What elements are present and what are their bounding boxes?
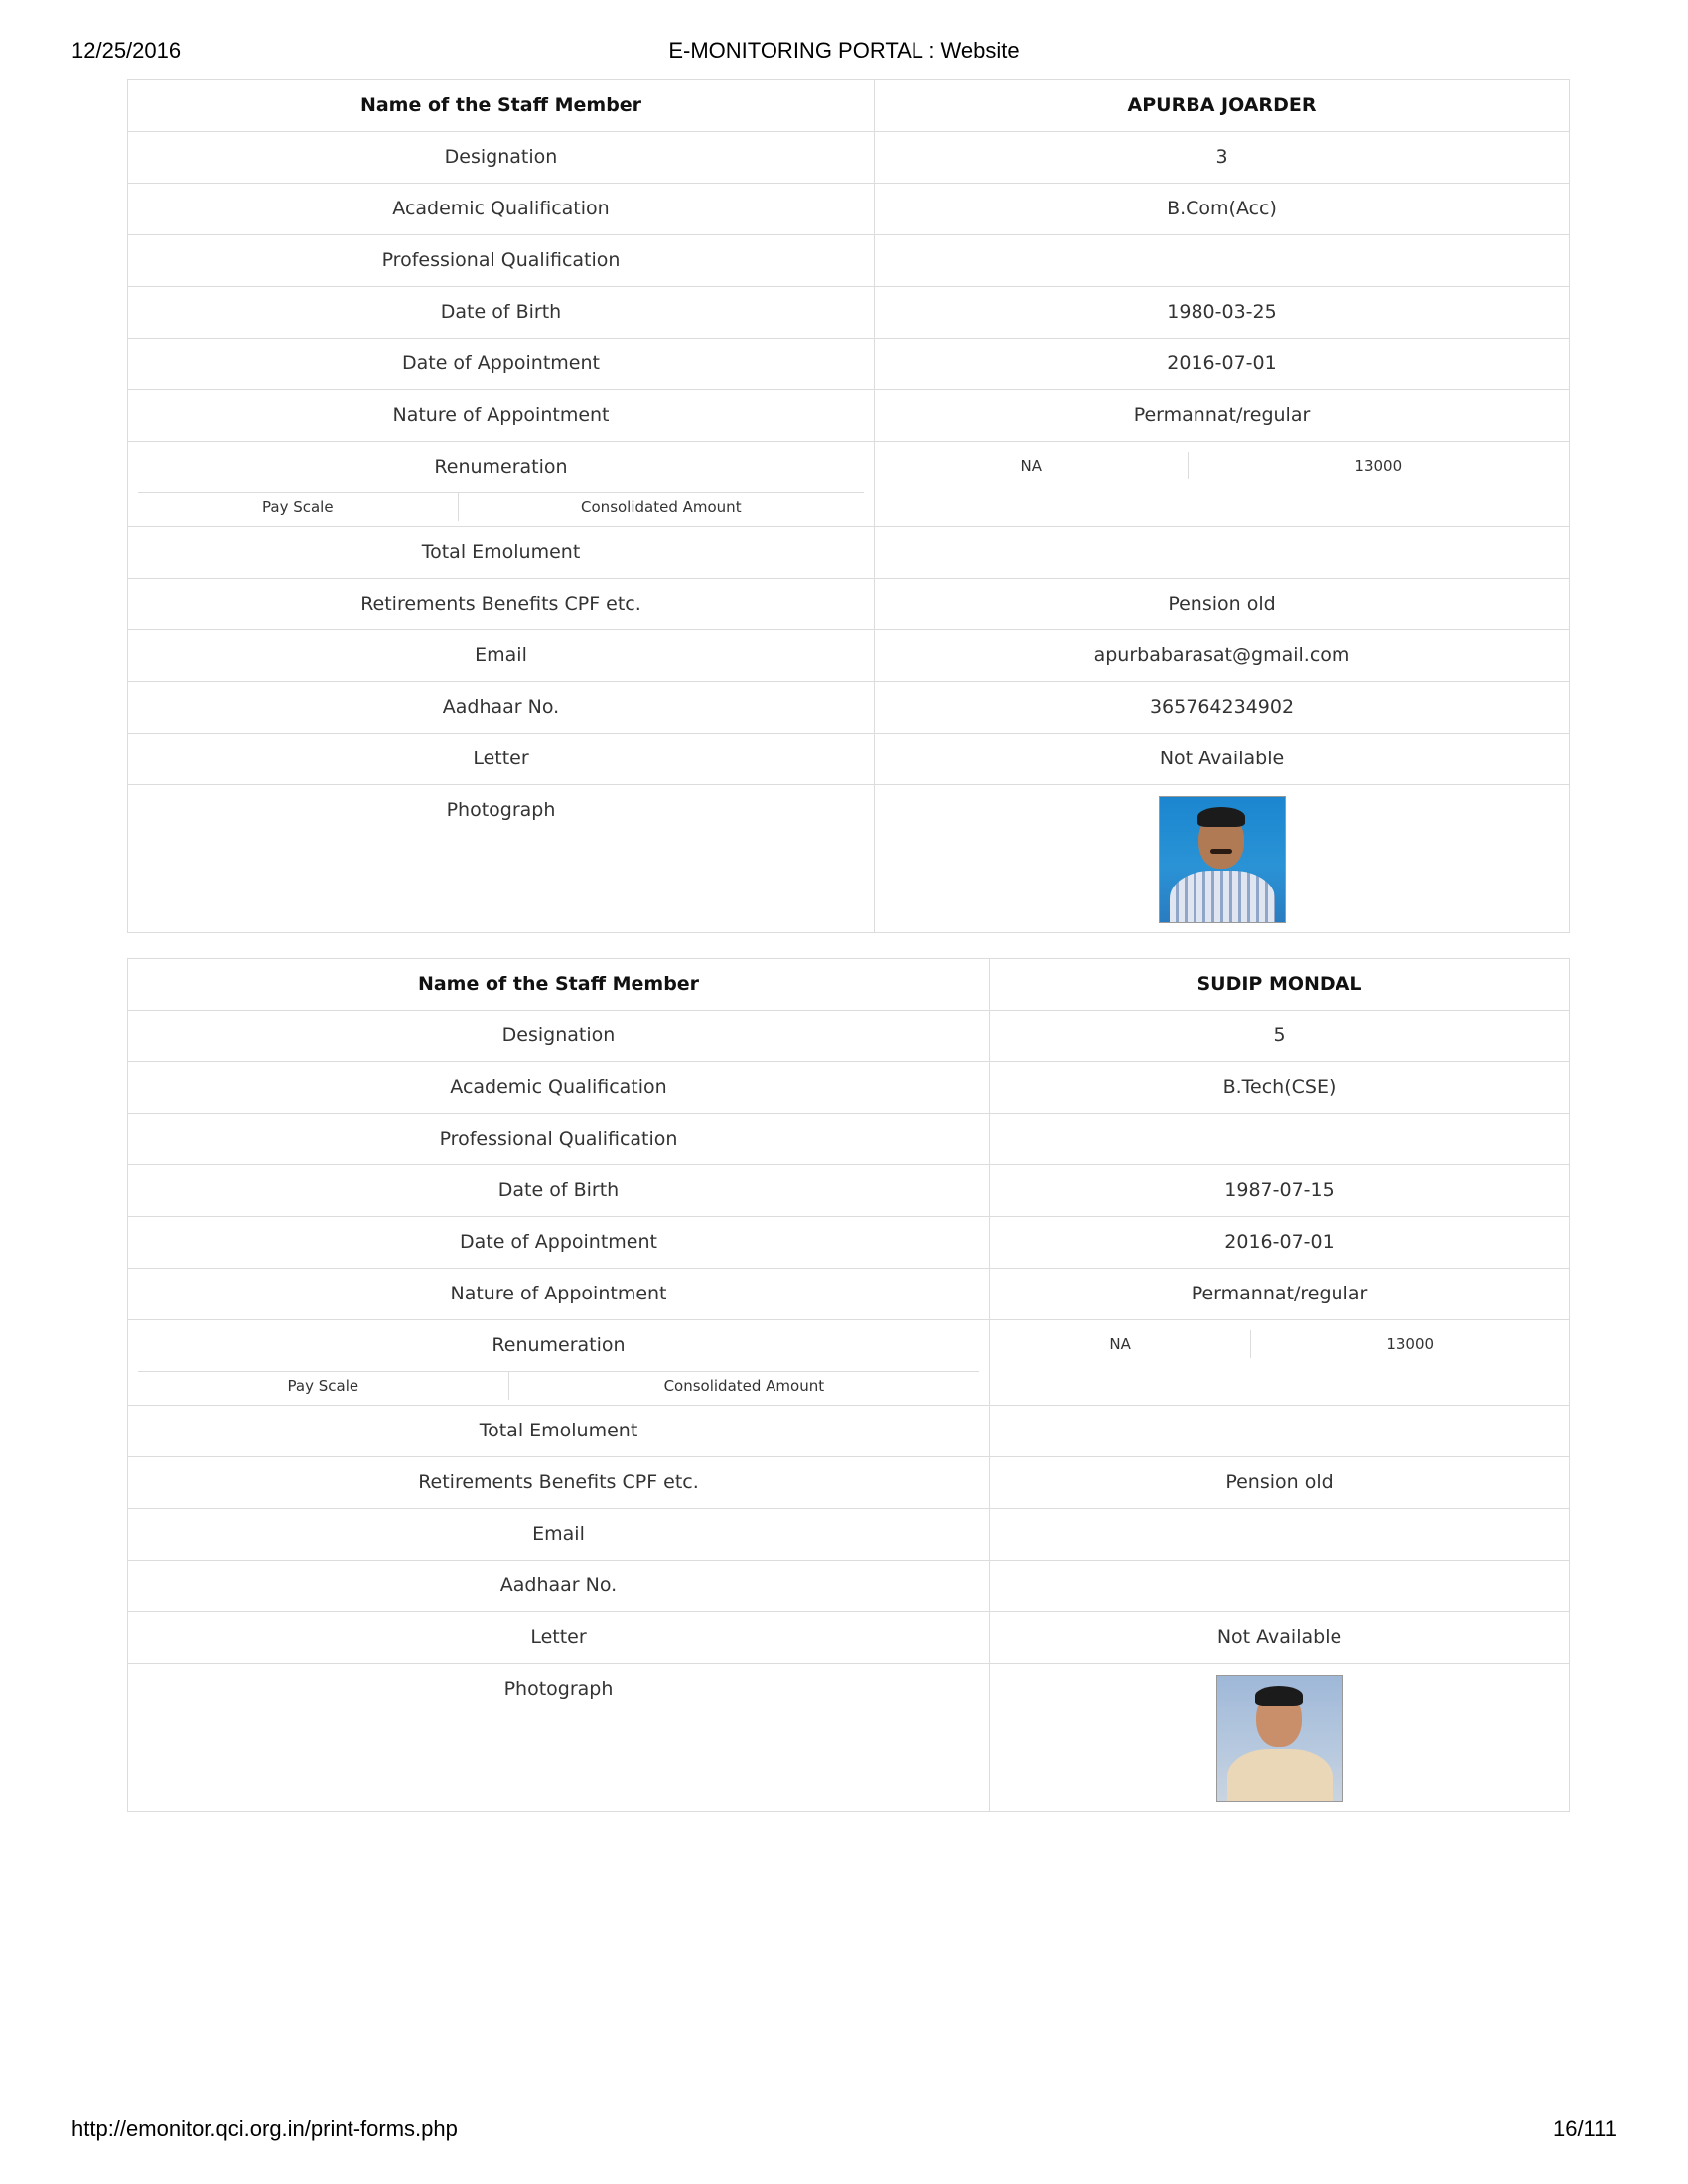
total-emolument-value bbox=[875, 527, 1570, 579]
renumeration-cell bbox=[128, 442, 875, 527]
field-label: Academic Qualification bbox=[128, 1062, 990, 1114]
letter-value: Not Available bbox=[875, 734, 1570, 785]
pay-scale-value: NA bbox=[875, 452, 1189, 479]
table-row bbox=[128, 579, 1570, 630]
field-label: Designation bbox=[128, 132, 875, 184]
table-row bbox=[128, 734, 1570, 785]
field-label: Date of Birth bbox=[128, 287, 875, 339]
field-label: Date of Appointment bbox=[128, 1217, 990, 1269]
field-label: Photograph bbox=[128, 1664, 990, 1812]
print-header bbox=[71, 38, 1617, 71]
table-row bbox=[128, 1457, 1570, 1509]
page-url: http://emonitor.qci.org.in/print-forms.php bbox=[71, 2116, 458, 2141]
field-label: Nature of Appointment bbox=[128, 1269, 990, 1320]
page-number: 16/111 bbox=[1552, 2116, 1617, 2141]
retirement-value: Pension old bbox=[990, 1457, 1570, 1509]
renumeration-values bbox=[875, 442, 1570, 527]
aadhaar-value: 365764234902 bbox=[875, 682, 1570, 734]
field-label: Professional Qualification bbox=[128, 235, 875, 287]
renumeration-subheader bbox=[138, 492, 864, 521]
aadhaar-value bbox=[990, 1561, 1570, 1612]
table-row bbox=[128, 785, 1570, 933]
dob-value: 1987-07-15 bbox=[990, 1165, 1570, 1217]
professional-value bbox=[875, 235, 1570, 287]
consolidated-label: Consolidated Amount bbox=[581, 498, 742, 516]
field-label: Name of the Staff Member bbox=[128, 80, 875, 132]
table-row bbox=[128, 1509, 1570, 1561]
table-row bbox=[128, 1011, 1570, 1062]
academic-value: B.Com(Acc) bbox=[875, 184, 1570, 235]
table-row bbox=[128, 287, 1570, 339]
dob-value: 1980-03-25 bbox=[875, 287, 1570, 339]
photo-cell bbox=[990, 1664, 1570, 1812]
pay-scale-label: Pay Scale bbox=[138, 1372, 509, 1400]
field-label: Letter bbox=[128, 734, 875, 785]
photo-cell bbox=[875, 785, 1570, 933]
pay-scale-label: Pay Scale bbox=[138, 493, 459, 521]
staff-table bbox=[127, 79, 1570, 933]
table-row bbox=[128, 1664, 1570, 1812]
table-row bbox=[128, 527, 1570, 579]
table-row bbox=[128, 1612, 1570, 1664]
consolidated-value: 13000 bbox=[1386, 1335, 1435, 1353]
field-label: Letter bbox=[128, 1612, 990, 1664]
email-value bbox=[990, 1509, 1570, 1561]
table-row bbox=[128, 442, 1570, 527]
table-row bbox=[128, 1561, 1570, 1612]
renumeration-values bbox=[990, 1320, 1570, 1406]
staff-name: APURBA JOARDER bbox=[875, 80, 1570, 132]
table-row bbox=[128, 235, 1570, 287]
field-label: Date of Birth bbox=[128, 1165, 990, 1217]
field-label: Photograph bbox=[128, 785, 875, 933]
field-label: Renumeration bbox=[492, 1334, 626, 1356]
academic-value: B.Tech(CSE) bbox=[990, 1062, 1570, 1114]
professional-value bbox=[990, 1114, 1570, 1165]
designation-value: 5 bbox=[990, 1011, 1570, 1062]
field-label: Email bbox=[128, 1509, 990, 1561]
field-label: Total Emolument bbox=[128, 1406, 990, 1457]
doa-value: 2016-07-01 bbox=[990, 1217, 1570, 1269]
staff-table bbox=[127, 958, 1570, 1812]
table-row bbox=[128, 80, 1570, 132]
table-row bbox=[128, 630, 1570, 682]
page-title: E-MONITORING PORTAL : Website bbox=[668, 38, 1020, 63]
letter-value: Not Available bbox=[990, 1612, 1570, 1664]
table-row bbox=[128, 390, 1570, 442]
renumeration-cell bbox=[128, 1320, 990, 1406]
table-row bbox=[128, 1062, 1570, 1114]
consolidated-value: 13000 bbox=[1354, 457, 1403, 475]
table-row bbox=[128, 1165, 1570, 1217]
table-row bbox=[128, 682, 1570, 734]
print-footer bbox=[71, 2116, 1617, 2150]
field-label: Designation bbox=[128, 1011, 990, 1062]
field-label: Aadhaar No. bbox=[128, 1561, 990, 1612]
table-row bbox=[128, 132, 1570, 184]
email-value: apurbabarasat@gmail.com bbox=[875, 630, 1570, 682]
retirement-value: Pension old bbox=[875, 579, 1570, 630]
staff-photo bbox=[1216, 1675, 1343, 1802]
doa-value: 2016-07-01 bbox=[875, 339, 1570, 390]
consolidated-label: Consolidated Amount bbox=[663, 1377, 825, 1395]
table-row bbox=[128, 1217, 1570, 1269]
total-emolument-value bbox=[990, 1406, 1570, 1457]
designation-value: 3 bbox=[875, 132, 1570, 184]
field-label: Professional Qualification bbox=[128, 1114, 990, 1165]
table-row bbox=[128, 1269, 1570, 1320]
field-label: Email bbox=[128, 630, 875, 682]
field-label: Retirements Benefits CPF etc. bbox=[128, 1457, 990, 1509]
field-label: Renumeration bbox=[434, 456, 568, 478]
table-row bbox=[128, 959, 1570, 1011]
field-label: Total Emolument bbox=[128, 527, 875, 579]
print-date: 12/25/2016 bbox=[71, 38, 182, 63]
field-label: Nature of Appointment bbox=[128, 390, 875, 442]
field-label: Academic Qualification bbox=[128, 184, 875, 235]
field-label: Aadhaar No. bbox=[128, 682, 875, 734]
table-row bbox=[128, 184, 1570, 235]
table-row bbox=[128, 1406, 1570, 1457]
staff-name: SUDIP MONDAL bbox=[990, 959, 1570, 1011]
nature-value: Permannat/regular bbox=[990, 1269, 1570, 1320]
table-row bbox=[128, 1114, 1570, 1165]
renumeration-subheader bbox=[138, 1371, 979, 1400]
field-label: Retirements Benefits CPF etc. bbox=[128, 579, 875, 630]
table-row bbox=[128, 1320, 1570, 1406]
table-row bbox=[128, 339, 1570, 390]
nature-value: Permannat/regular bbox=[875, 390, 1570, 442]
field-label: Name of the Staff Member bbox=[128, 959, 990, 1011]
field-label: Date of Appointment bbox=[128, 339, 875, 390]
pay-scale-value: NA bbox=[990, 1330, 1251, 1358]
staff-photo bbox=[1159, 796, 1286, 923]
